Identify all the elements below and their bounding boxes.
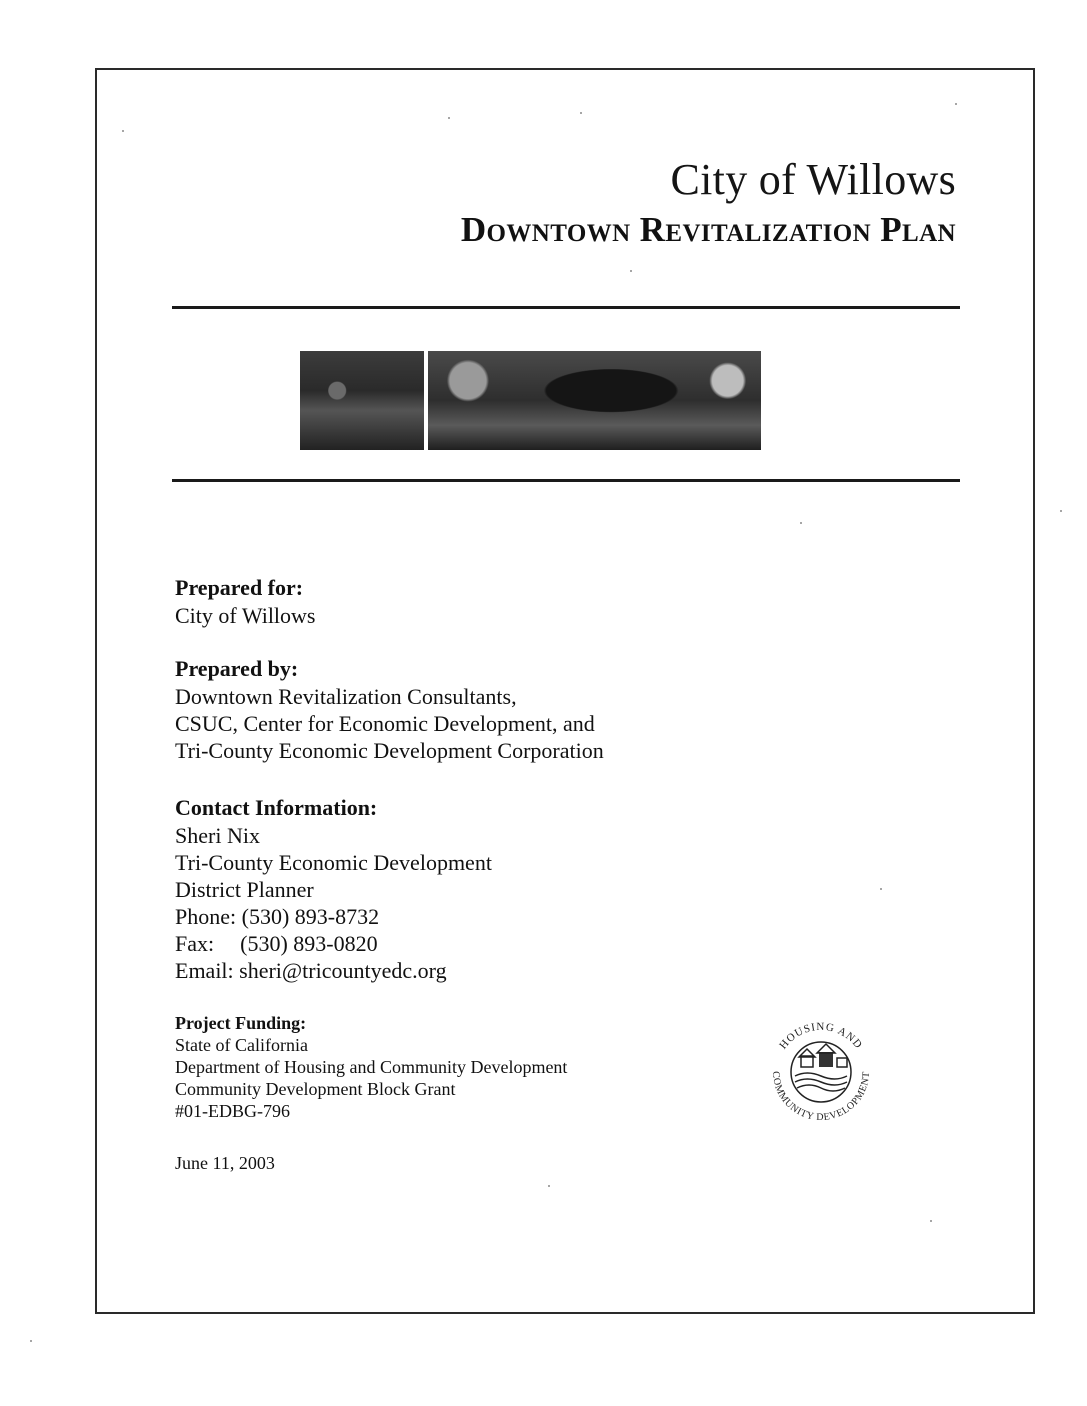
housing-community-development-seal-icon bbox=[757, 1012, 885, 1128]
scan-speck bbox=[1060, 510, 1062, 512]
svg-text:HOUSING AND bbox=[777, 1021, 865, 1051]
top-divider bbox=[172, 306, 960, 309]
page-title: City of Willows bbox=[670, 155, 956, 204]
downtown-photo-left bbox=[300, 351, 424, 450]
phone-value: (530) 893-8732 bbox=[241, 904, 380, 929]
prepared-for-section bbox=[175, 574, 316, 629]
page-subtitle: Downtown Revitalization Plan bbox=[460, 210, 956, 249]
downtown-photo-right bbox=[428, 351, 761, 450]
prepared-by-label: Prepared by: bbox=[175, 656, 299, 681]
contact-fax-line bbox=[175, 930, 492, 957]
seal-text-top: HOUSING AND bbox=[777, 1020, 865, 1052]
funding-line: Department of Housing and Community Development bbox=[175, 1057, 568, 1077]
scan-speck bbox=[30, 1340, 32, 1342]
prepared-for-label: Prepared for: bbox=[175, 575, 304, 600]
fax-value: (530) 893-0820 bbox=[240, 931, 378, 956]
funding-section bbox=[175, 1012, 567, 1122]
document-date: June 11, 2003 bbox=[175, 1153, 275, 1173]
photo-banner bbox=[300, 351, 761, 450]
bottom-divider bbox=[172, 479, 960, 482]
date-block bbox=[175, 1152, 275, 1174]
contact-organization: Tri-County Economic Development bbox=[175, 850, 492, 875]
contact-label: Contact Information: bbox=[175, 795, 378, 820]
prepared-by-line: Downtown Revitalization Consultants, bbox=[175, 684, 517, 709]
phone-label: Phone: bbox=[175, 904, 237, 929]
svg-text:COMMUNITY DEVELOPMENT bbox=[770, 1071, 872, 1123]
prepared-by-line: Tri-County Economic Development Corporation bbox=[175, 738, 604, 763]
fax-label: Fax: bbox=[175, 931, 215, 956]
funding-line: Community Development Block Grant bbox=[175, 1079, 456, 1099]
email-value: sheri@tricountyedc.org bbox=[239, 958, 447, 983]
funding-line: #01-EDBG-796 bbox=[175, 1101, 290, 1121]
funding-label: Project Funding: bbox=[175, 1013, 307, 1033]
seal-text-bottom: COMMUNITY DEVELOPMENT bbox=[769, 1070, 873, 1124]
prepared-by-section bbox=[175, 655, 604, 764]
prepared-for-value: City of Willows bbox=[175, 603, 316, 628]
contact-title: District Planner bbox=[175, 877, 314, 902]
funding-line: State of California bbox=[175, 1035, 308, 1055]
contact-phone-line bbox=[175, 903, 492, 930]
prepared-by-line: CSUC, Center for Economic Development, and bbox=[175, 711, 595, 736]
contact-section bbox=[175, 794, 492, 984]
email-label: Email: bbox=[175, 958, 234, 983]
contact-email-line bbox=[175, 957, 492, 984]
contact-name: Sheri Nix bbox=[175, 823, 260, 848]
